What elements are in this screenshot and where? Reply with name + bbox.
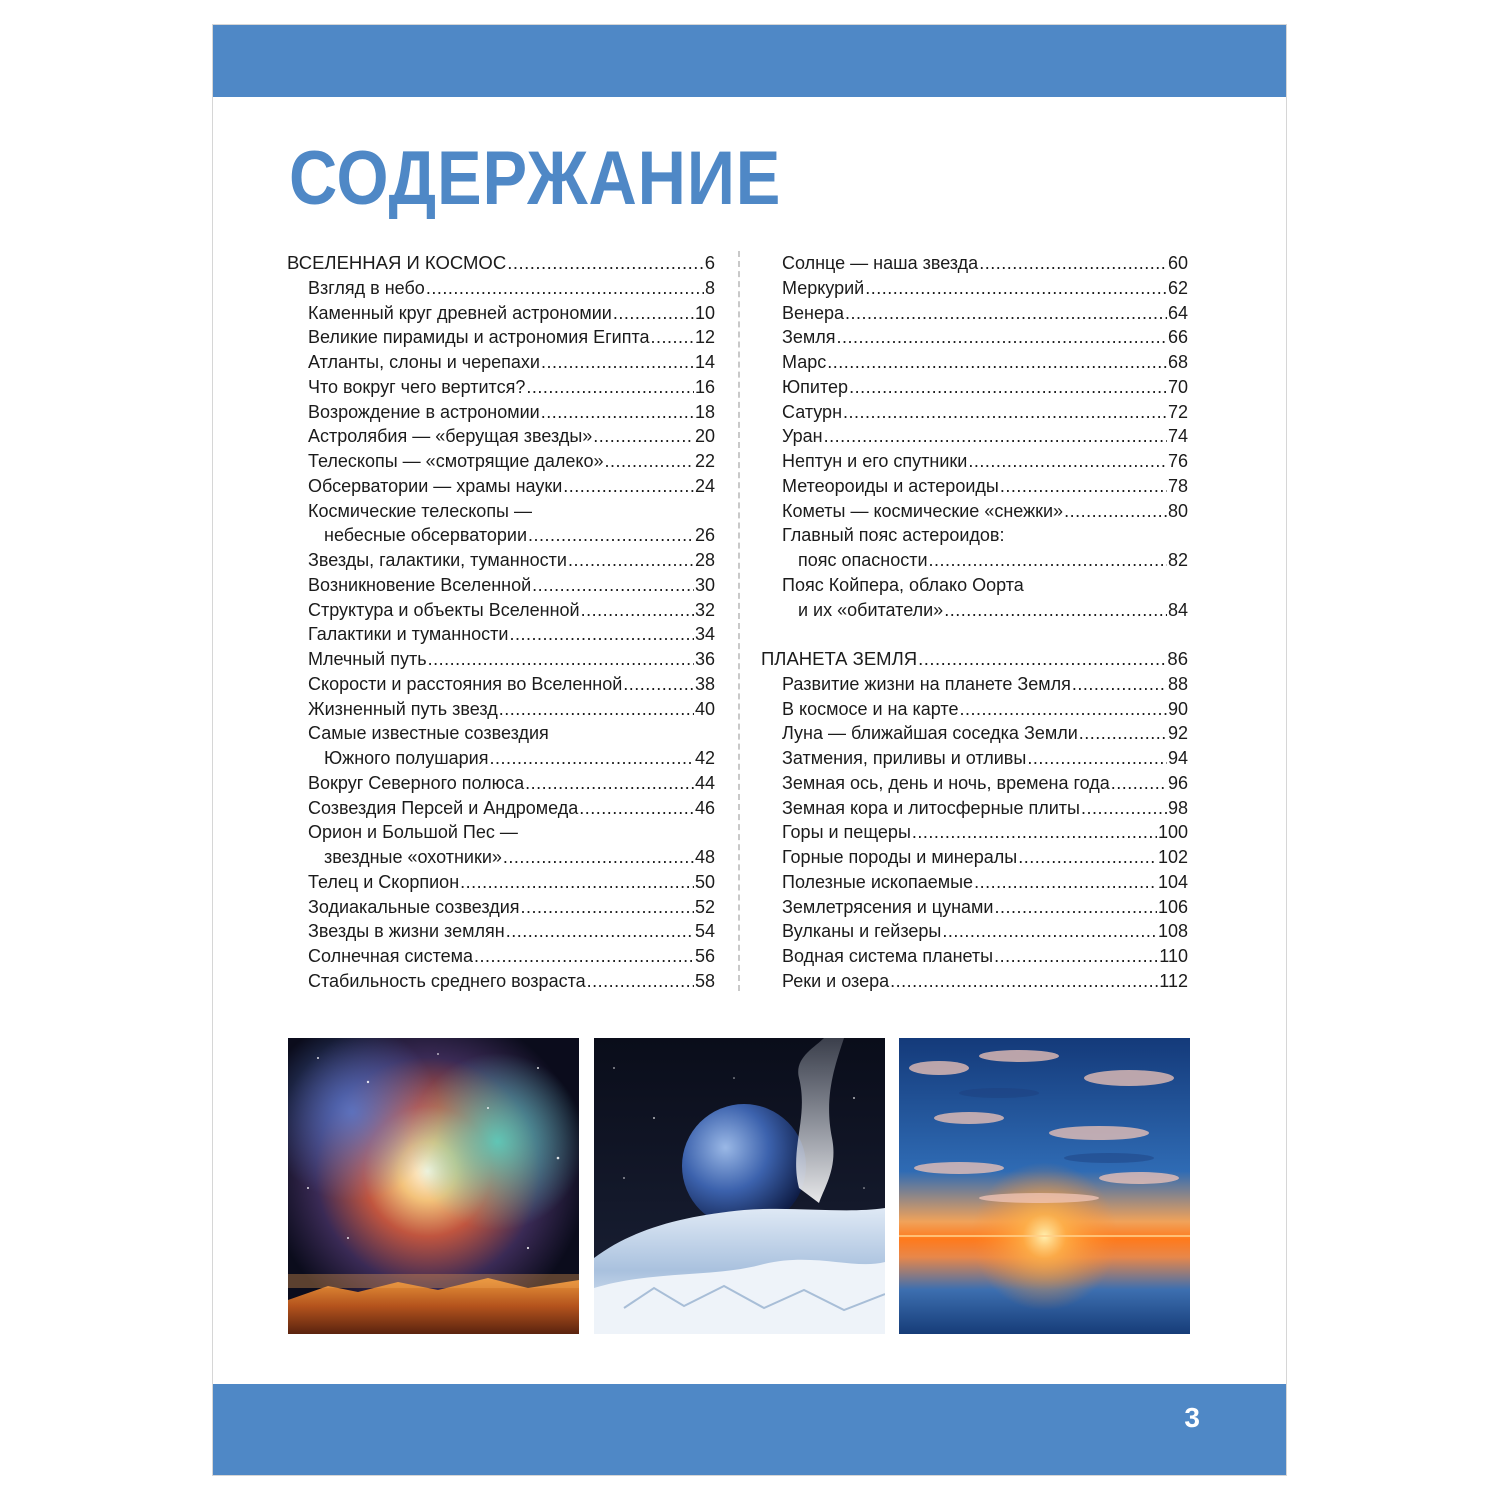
toc-leader-dots [849, 375, 1167, 400]
toc-entry-label: Звезды в жизни землян [308, 921, 505, 942]
toc-entry-label: В космосе и на карте [782, 698, 959, 719]
toc-entry-page: 6 [704, 252, 715, 273]
toc-leader-dots [490, 746, 694, 771]
toc-entry-label: Атланты, слоны и черепахи [308, 352, 540, 372]
toc-entry [287, 697, 715, 722]
toc-leader-dots [509, 622, 694, 647]
toc-entry-page: 46 [694, 797, 715, 818]
toc-leader-dots [541, 350, 694, 375]
toc-leader-dots [837, 325, 1167, 350]
toc-entry-page: 68 [1167, 352, 1188, 372]
toc-entry-page: 86 [1167, 648, 1188, 669]
toc-leader-dots [1018, 845, 1157, 870]
toc-entry-label: Структура и объекты Вселенной [308, 599, 580, 620]
toc-entry-label: Галактики и туманности [308, 624, 509, 645]
toc-entry [287, 424, 715, 449]
toc-entry-label: Зодиакальные созвездия [308, 896, 520, 917]
toc-entry-label: Вокруг Северного полюса [308, 772, 525, 793]
toc-entry [287, 325, 715, 350]
toc-entry-page: 100 [1157, 822, 1188, 843]
toc-entry-page: 24 [694, 475, 715, 496]
toc-entry-page: 102 [1157, 847, 1188, 867]
toc-leader-dots [1111, 771, 1167, 796]
toc-entry-label: Реки и озера [782, 970, 890, 991]
toc-entry-page: 34 [694, 624, 715, 645]
toc-entry-page: 26 [694, 525, 715, 546]
toc-entry [761, 746, 1188, 771]
toc-entry-page: 94 [1167, 748, 1188, 768]
toc-entry-label: Пояс Койпера, облако Оорта [782, 574, 1024, 595]
toc-entry-label: пояс опасности [798, 550, 928, 570]
toc-entry-page: 80 [1167, 500, 1188, 521]
toc-entry [761, 375, 1188, 400]
toc-entry-page: 56 [694, 946, 715, 966]
toc-entry [287, 400, 715, 425]
toc-entry-page: 54 [694, 921, 715, 942]
toc-entry-page: 104 [1157, 871, 1188, 892]
toc-entry-page: 16 [694, 376, 715, 397]
toc-entry [287, 622, 715, 647]
toc-entry [287, 845, 715, 870]
toc-entry-page: 8 [704, 277, 715, 298]
toc-entry-page: 110 [1159, 946, 1188, 966]
sunset-photo [899, 1038, 1190, 1334]
toc-entry [761, 350, 1188, 375]
toc-leader-dots [507, 251, 704, 276]
toc-entry-label: Юпитер [782, 376, 849, 397]
toc-entry-page: 82 [1167, 550, 1188, 570]
toc-entry [287, 449, 715, 474]
toc-entry [287, 746, 715, 771]
sunset-sky-photo-icon [899, 1038, 1190, 1334]
toc-leader-dots [1027, 746, 1167, 771]
toc-entry [287, 820, 715, 845]
toc-entry-label: Нептун и его спутники [782, 451, 968, 471]
toc-entry [761, 400, 1188, 425]
toc-entry [761, 721, 1188, 746]
toc-entry-label: Орион и Большой Пес — [308, 822, 518, 843]
toc-leader-dots [503, 845, 694, 870]
toc-entry-label: Вулканы и гейзеры [782, 921, 942, 942]
toc-entry-label: Стабильность среднего возраста [308, 970, 586, 991]
toc-entry-page: 62 [1167, 277, 1188, 298]
toc-entry [761, 548, 1188, 573]
toc-entry-label: Развитие жизни на планете Земля [782, 673, 1071, 694]
toc-entry-label: Метеороиды и астероиды [782, 475, 999, 496]
toc-leader-dots [474, 944, 694, 969]
toc-entry-label: Земная ось, день и ночь, времена года [782, 772, 1110, 793]
toc-entry-label: Водная система планеты [782, 946, 994, 966]
toc-entry-label: Сатурн [782, 401, 843, 422]
toc-entry-page: 70 [1167, 376, 1188, 397]
toc-leader-dots [974, 870, 1157, 895]
toc-entry-page: 18 [694, 401, 715, 422]
toc-entry-label: Млечный путь [308, 649, 427, 669]
toc-entry-page: 64 [1167, 302, 1188, 323]
toc-section [761, 647, 1188, 672]
toc-entry [287, 548, 715, 573]
toc-entry [287, 672, 715, 697]
toc-entry [761, 672, 1188, 697]
toc-leader-dots [521, 895, 694, 920]
toc-entry [287, 647, 715, 672]
toc-entry-page: 84 [1167, 599, 1188, 620]
toc-leader-dots [1079, 721, 1167, 746]
toc-entry [761, 870, 1188, 895]
toc-entry [761, 697, 1188, 722]
toc-entry-page: 72 [1167, 401, 1188, 422]
toc-entry-label: Возникновение Вселенной [308, 574, 532, 595]
toc-entry-label: Венера [782, 302, 844, 323]
toc-leader-dots [605, 449, 694, 474]
toc-entry [761, 301, 1188, 326]
toc-entry-label: Звезды, галактики, туманности [308, 550, 567, 570]
toc-entry [287, 499, 715, 524]
toc-entry-page: 66 [1167, 327, 1188, 348]
toc-entry [287, 474, 715, 499]
toc-entry [761, 474, 1188, 499]
toc-leader-dots [959, 697, 1167, 722]
toc-entry-label: Космические телескопы — [308, 500, 532, 521]
toc-entry-label: Солнце — наша звезда [782, 253, 979, 273]
toc-entry-label: Возрождение в астрономии [308, 401, 540, 422]
toc-leader-dots [942, 919, 1157, 944]
toc-entry-label: Созвездия Персей и Андромеда [308, 797, 579, 818]
toc-entry-page: 74 [1167, 426, 1188, 447]
toc-entry-page: 76 [1167, 451, 1188, 471]
toc-leader-dots [581, 598, 694, 623]
toc-entry-label: Обсерватории — храмы науки [308, 475, 563, 496]
toc-leader-dots [651, 325, 694, 350]
toc-entry-page: 10 [694, 302, 715, 323]
toc-entry [761, 771, 1188, 796]
toc-entry-label: Взгляд в небо [308, 277, 425, 298]
toc-entry-label: Марс [782, 352, 827, 372]
toc-leader-dots [994, 895, 1156, 920]
toc-leader-dots [1072, 672, 1167, 697]
toc-entry-label: ВСЕЛЕННАЯ И КОСМОС [287, 252, 507, 273]
toc-entry [761, 845, 1188, 870]
toc-entry-page: 88 [1167, 673, 1188, 694]
toc-leader-dots [563, 474, 694, 499]
toc-entry-label: ПЛАНЕТА ЗЕМЛЯ [761, 648, 918, 669]
toc-entry [287, 796, 715, 821]
toc-entry [287, 771, 715, 796]
toc-entry-page: 60 [1167, 253, 1188, 273]
toc-entry-page: 36 [694, 649, 715, 669]
toc-entry-label: Затмения, приливы и отливы [782, 748, 1027, 768]
toc-entry-label: Землетрясения и цунами [782, 896, 994, 917]
toc-entry [761, 325, 1188, 350]
toc-entry-page: 78 [1167, 475, 1188, 496]
toc-leader-dots [528, 523, 694, 548]
toc-entry [287, 350, 715, 375]
toc-entry-label: Самые известные созвездия [308, 723, 549, 744]
toc-entry-label: Каменный круг древней астрономии [308, 302, 612, 323]
toc-entry [287, 276, 715, 301]
toc-entry-page: 48 [694, 847, 715, 867]
toc-leader-dots [613, 301, 694, 326]
toc-leader-dots [525, 771, 694, 796]
toc-entry-page: 38 [694, 673, 715, 694]
toc-entry-page: 108 [1157, 921, 1188, 942]
toc-leader-dots [865, 276, 1167, 301]
column-divider [738, 251, 740, 991]
footer-band [213, 1384, 1286, 1475]
toc-entry-label: звездные «охотники» [324, 847, 502, 867]
toc-entry-label: Что вокруг чего вертится? [308, 376, 526, 397]
toc-entry-page: 52 [694, 896, 715, 917]
toc-entry-label: Луна — ближайшая соседка Земли [782, 723, 1078, 744]
toc-leader-dots [918, 647, 1166, 672]
toc-entry-page: 14 [694, 352, 715, 372]
toc-entry-page: 42 [694, 748, 715, 768]
toc-entry-page: 92 [1167, 723, 1188, 744]
toc-entry-page: 96 [1167, 772, 1188, 793]
toc-entry-page: 112 [1159, 970, 1188, 991]
toc-leader-dots [428, 647, 694, 672]
toc-leader-dots [506, 919, 694, 944]
toc-leader-dots [929, 548, 1167, 573]
toc-entry-label: Земная кора и литосферные плиты [782, 797, 1080, 818]
ice-planet-photo-icon [594, 1038, 885, 1334]
toc-entry [287, 598, 715, 623]
toc-entry-label: Земля [782, 327, 836, 348]
toc-section [287, 251, 715, 276]
toc-entry-page: 30 [694, 574, 715, 595]
header-band [213, 25, 1286, 97]
toc-entry-page: 28 [694, 550, 715, 570]
toc-leader-dots [912, 820, 1157, 845]
toc-leader-dots [1064, 499, 1167, 524]
toc-entry-label: Скорости и расстояния во Вселенной [308, 673, 623, 694]
toc-leader-dots [890, 969, 1158, 994]
toc-entry-label: Солнечная система [308, 946, 474, 966]
toc-leader-dots [568, 548, 694, 573]
toc-leader-dots [979, 251, 1167, 276]
toc-entry-label: Полезные ископаемые [782, 871, 974, 892]
toc-entry-label: небесные обсерватории [324, 525, 528, 546]
toc-entry [761, 895, 1188, 920]
toc-entry [761, 598, 1188, 623]
page-title: СОДЕРЖАНИЕ [289, 136, 782, 221]
toc-leader-dots [1081, 796, 1167, 821]
toc-entry [761, 251, 1188, 276]
toc-leader-dots [541, 400, 694, 425]
toc-entry-page: 32 [694, 599, 715, 620]
toc-entry-label: Горные породы и минералы [782, 847, 1018, 867]
toc-entry [287, 969, 715, 994]
toc-entry-label: Астролябия — «берущая звезды» [308, 426, 593, 447]
toc-entry-page: 22 [694, 451, 715, 471]
toc-entry [761, 820, 1188, 845]
toc-leader-dots [460, 870, 694, 895]
toc-entry [761, 424, 1188, 449]
toc-entry-label: Великие пирамиды и астрономия Египта [308, 327, 650, 348]
toc-leader-dots [587, 969, 694, 994]
toc-entry-label: Южного полушария [324, 748, 489, 768]
toc-entry [287, 301, 715, 326]
ice-moon-photo [594, 1038, 885, 1334]
toc-entry [761, 796, 1188, 821]
toc-entry [287, 721, 715, 746]
toc-entry [287, 919, 715, 944]
toc-leader-dots [994, 944, 1158, 969]
toc-entry-label: Горы и пещеры [782, 822, 911, 843]
toc-leader-dots [968, 449, 1167, 474]
toc-entry [761, 573, 1188, 598]
toc-entry-page: 90 [1167, 698, 1188, 719]
toc-entry-page: 98 [1167, 797, 1188, 818]
toc-leader-dots [623, 672, 694, 697]
toc-leader-dots [827, 350, 1167, 375]
toc-entry [761, 919, 1188, 944]
toc-leader-dots [579, 796, 694, 821]
page-number: 3 [1184, 1402, 1200, 1433]
toc-entry [761, 944, 1188, 969]
toc-entry [761, 969, 1188, 994]
toc-entry-page: 44 [694, 772, 715, 793]
toc-entry-label: Уран [782, 426, 823, 447]
toc-entry-label: Кометы — космические «снежки» [782, 500, 1064, 521]
toc-leader-dots [593, 424, 694, 449]
toc-leader-dots [843, 400, 1167, 425]
toc-spacer [761, 622, 1188, 647]
toc-entry-page: 58 [694, 970, 715, 991]
toc-entry [287, 944, 715, 969]
toc-leader-dots [845, 301, 1167, 326]
toc-entry-label: Жизненный путь звезд [308, 698, 498, 719]
toc-entry [287, 375, 715, 400]
toc-leader-dots [944, 598, 1167, 623]
toc-leader-dots [1000, 474, 1167, 499]
toc-entry-label: Меркурий [782, 277, 865, 298]
toc-entry [287, 573, 715, 598]
toc-entry-page: 50 [694, 871, 715, 892]
toc-entry-page: 12 [694, 327, 715, 348]
toc-entry [287, 895, 715, 920]
toc-leader-dots [824, 424, 1167, 449]
nebula-photo-icon [288, 1038, 579, 1334]
nebula-photo [288, 1038, 579, 1334]
toc-leader-dots [532, 573, 694, 598]
toc-entry-label: Телец и Скорпион [308, 871, 460, 892]
toc-entry-label: и их «обитатели» [798, 599, 944, 620]
toc-leader-dots [499, 697, 694, 722]
toc-entry-label: Телескопы — «смотрящие далеко» [308, 451, 604, 471]
toc-entry-page: 106 [1157, 896, 1188, 917]
toc-column-left [287, 251, 715, 994]
toc-entry-label: Главный пояс астероидов: [782, 525, 1005, 546]
book-page [213, 25, 1286, 1475]
toc-entry [287, 523, 715, 548]
toc-entry-page: 40 [694, 698, 715, 719]
toc-column-right [761, 251, 1188, 994]
toc-entry [761, 449, 1188, 474]
toc-entry [761, 276, 1188, 301]
toc-entry [761, 523, 1188, 548]
toc-entry [287, 870, 715, 895]
toc-entry [761, 499, 1188, 524]
toc-leader-dots [526, 375, 694, 400]
toc-leader-dots [426, 276, 704, 301]
toc-entry-page: 20 [694, 426, 715, 447]
